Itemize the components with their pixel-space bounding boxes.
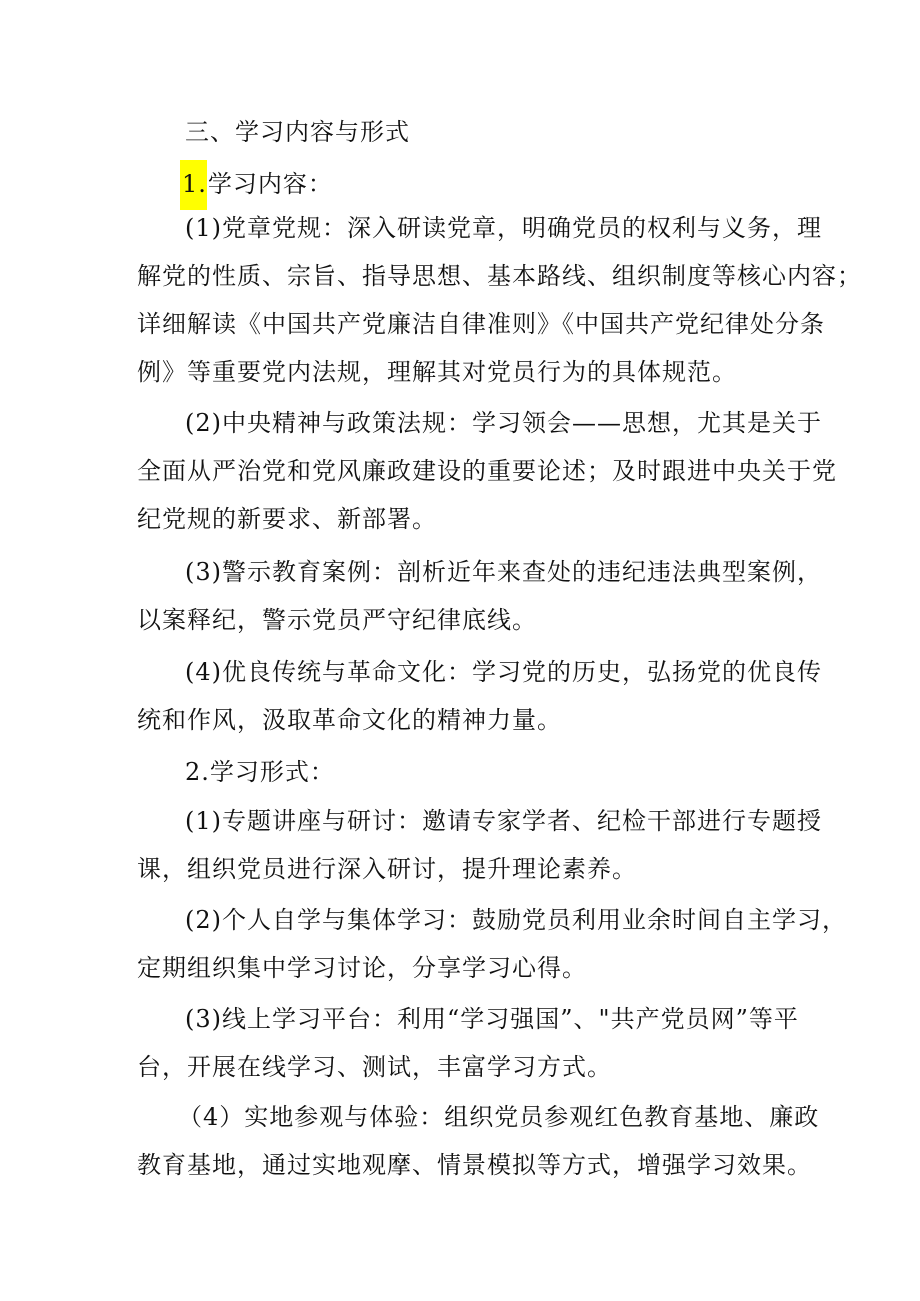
form-line: 教育基地，通过实地观摩、情景模拟等方式，增强学习效果。 <box>137 1151 812 1179</box>
content-line: (1)党章党规：深入研读党章，明确党员的权利与义务，理 <box>185 214 822 242</box>
subheading-label: 学习内容： <box>207 170 333 198</box>
form-line: (3)线上学习平台：利用“学习强国”、"共产党员网”等平 <box>185 1005 799 1033</box>
content-line: (3)警示教育案例：剖析近年来查处的违纪违法典型案例， <box>185 558 822 586</box>
content-line: 详细解读《中国共产党廉洁自律准则》《中国共产党纪律处分条 <box>137 310 825 338</box>
content-line: 统和作风，汲取革命文化的精神力量。 <box>137 706 562 734</box>
content-line: (4)优良传统与革命文化：学习党的历史，弘扬党的优良传 <box>185 658 822 686</box>
form-line: 台，开展在线学习、测试，丰富学习方式。 <box>137 1053 612 1081</box>
content-line: 以案释纪，警示党员严守纪律底线。 <box>137 606 537 634</box>
subheading-study-form: 2.学习形式： <box>185 758 335 786</box>
content-line: 纪党规的新要求、新部署。 <box>137 505 437 533</box>
form-line: 课，组织党员进行深入研讨，提升理论素养。 <box>137 855 637 883</box>
section-heading: 三、学习内容与形式 <box>185 118 410 146</box>
content-line: 例》等重要党内法规，理解其对党员行为的具体规范。 <box>137 358 737 386</box>
subheading-study-content <box>180 160 333 210</box>
content-line: 全面从严治党和党风廉政建设的重要论述；及时跟进中央关于党 <box>137 457 837 485</box>
form-line: (2)个人自学与集体学习：鼓励党员利用业余时间自主学习， <box>185 906 847 934</box>
form-line: (1)专题讲座与研讨：邀请专家学者、纪检干部进行专题授 <box>185 807 822 835</box>
content-line: (2)中央精神与政策法规：学习领会——思想，尤其是关于 <box>185 409 822 437</box>
form-line: 定期组织集中学习讨论，分享学习心得。 <box>137 954 587 982</box>
highlighted-number: 1. <box>180 160 207 210</box>
form-line: （4）实地参观与体验：组织党员参观红色教育基地、廉政 <box>178 1103 820 1131</box>
content-line: 解党的性质、宗旨、指导思想、基本路线、组织制度等核心内容； <box>137 262 862 290</box>
